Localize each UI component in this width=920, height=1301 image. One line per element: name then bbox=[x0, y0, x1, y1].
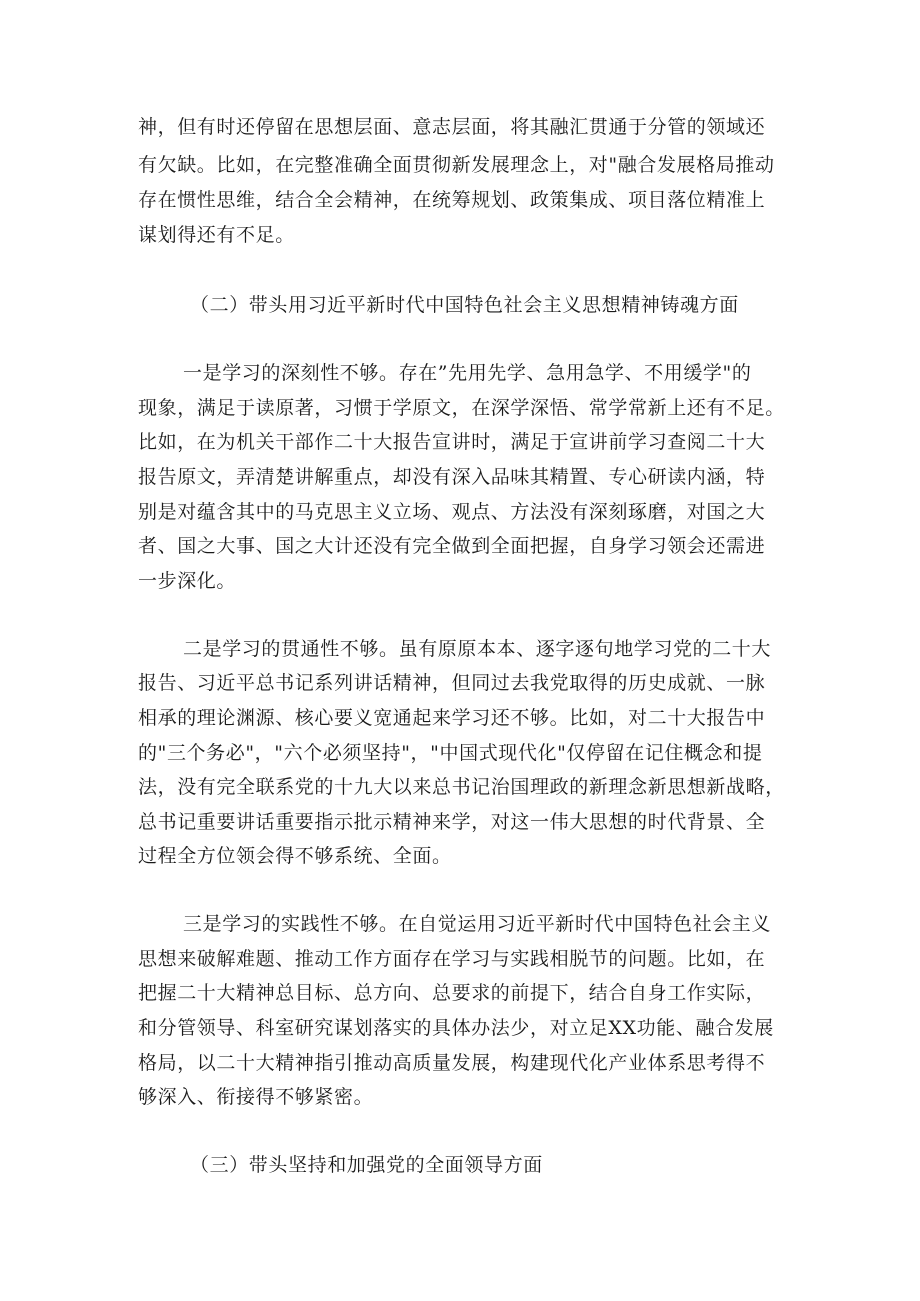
text-line: 现象，满足于读原著，习惯于学原文，在深学深悟、常学常新上还有不足。 bbox=[138, 397, 785, 419]
text-line: 有欠缺。比如，在完整准确全面贯彻新发展理念上，对"融合发展格局推动 bbox=[138, 154, 775, 176]
section-heading-3: （三）带头坚持和加强党的全面领导方面 bbox=[190, 1154, 543, 1176]
text-line: 一步深化。 bbox=[138, 570, 237, 592]
text-line: 过程全方位领会得不够系统、全面。 bbox=[138, 845, 452, 867]
text-line: 相承的理论渊源、核心要义宽通起来学习还不够。比如，对二十大报告中 bbox=[138, 707, 766, 729]
text-line: 报告、习近平总书记系列讲话精神，但同过去我党取得的历史成就、一脉 bbox=[138, 672, 766, 694]
text-line: 够深入、衔接得不够紧密。 bbox=[138, 1086, 374, 1108]
text-line: 者、国之大事、国之大计还没有完全做到全面把握，自身学习领会还需进 bbox=[138, 535, 766, 557]
text-line: 思想来破解难题、推动工作方面存在学习与实践相脱节的问题。比如，在 bbox=[138, 948, 766, 970]
section-heading-2: （二）带头用习近平新时代中国特色社会主义思想精神铸魂方面 bbox=[190, 294, 739, 316]
text-line: 和分管领导、科室研究谋划落实的具体办法少，对立足XX功能、融合发展 bbox=[138, 1017, 774, 1039]
text-line: 格局，以二十大精神指引推动高质量发展，构建现代化产业体系思考得不 bbox=[138, 1052, 766, 1074]
text-line: 比如，在为机关干部作二十大报告宣讲时，满足于宣讲前学习查阅二十大 bbox=[138, 431, 766, 453]
text-line: 别是对蕴含其中的马克思主义立场、观点、方法没有深刻琢磨，对国之大 bbox=[138, 501, 766, 523]
text-line: 一是学习的深刻性不够。存在”先用先学、急用急学、不用缓学"的 bbox=[183, 362, 752, 384]
text-line: 三是学习的实践性不够。在自觉运用习近平新时代中国特色社会主义 bbox=[183, 913, 772, 935]
text-line: 二是学习的贯通性不够。虽有原原本本、逐字逐句地学习党的二十大 bbox=[183, 638, 772, 660]
text-line: 报告原文，弄清楚讲解重点，却没有深入品味其精置、专心研读内涵，特 bbox=[138, 466, 766, 488]
text-line: 神，但有时还停留在思想层面、意志层面，将其融汇贯通于分管的领域还 bbox=[138, 116, 766, 138]
text-line: 的"三个务必"，"六个必须坚持"，"中国式现代化"仅停留在记住概念和提 bbox=[138, 742, 763, 764]
text-line: 谋划得还有不足。 bbox=[138, 224, 295, 246]
text-line: 存在惯性思维，结合全会精神，在统筹规划、政策集成、项目落位精准上 bbox=[138, 189, 766, 211]
text-line: 把握二十大精神总目标、总方向、总要求的前提下，结合自身工作实际， bbox=[138, 982, 766, 1004]
text-line: 法，没有完全联系党的十九大以来总书记治国理政的新理念新思想新战略， bbox=[138, 776, 785, 798]
text-line: 总书记重要讲话重要指示批示精神来学，对这一伟大思想的时代背景、全 bbox=[138, 811, 766, 833]
